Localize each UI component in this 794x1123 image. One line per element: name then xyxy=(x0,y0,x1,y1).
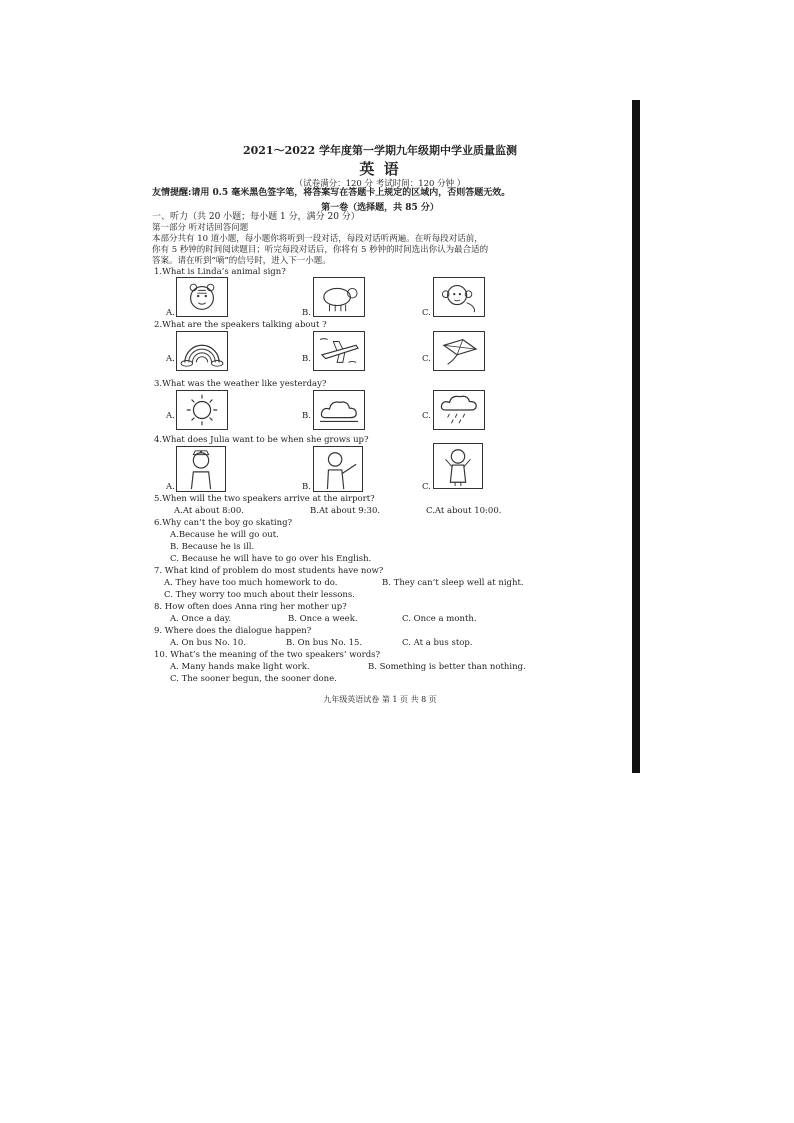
option-c-label: C. xyxy=(422,308,431,318)
exam-subject: 英 语 xyxy=(359,160,401,178)
option-c-label: C. xyxy=(422,411,431,421)
question-3: 3.What was the weather like yesterday? xyxy=(154,379,327,389)
option-b-label: B. xyxy=(302,308,311,318)
page-footer: 九年级英语试卷 第 1 页 共 8 页 xyxy=(323,695,437,704)
q8-option-c: C. Once a month. xyxy=(402,614,477,624)
option-c-label: C. xyxy=(422,354,431,364)
instruction-line: 本部分共有 10 道小题，每小题你将听到一段对话，每段对话听两遍。在听每段对话前， xyxy=(152,234,483,244)
option-a-label: A. xyxy=(166,482,175,492)
q9-option-c: C. At a bus stop. xyxy=(402,638,473,648)
exam-title: 2021～2022 学年度第一学期九年级期中学业质量监测 xyxy=(242,144,518,157)
q8-option-b: B. Once a week. xyxy=(288,614,358,624)
question-4: 4.What does Julia want to be when she grows up? xyxy=(154,435,369,445)
q10-option-a: A. Many hands make light work. xyxy=(170,662,310,672)
q6-option-a: A.Because he will go out. xyxy=(170,530,279,540)
q5-option-b: B.At about 9:30. xyxy=(310,506,381,516)
option-b-label: B. xyxy=(302,354,311,364)
option-b-label: B. xyxy=(302,482,311,492)
option-c-label: C. xyxy=(422,482,431,492)
scan-edge-bar xyxy=(632,100,640,773)
instruction-line: 答案。请在听到“嘀”的信号时，进入下一小题。 xyxy=(152,256,331,266)
nurse-picture xyxy=(176,446,226,492)
tiger-picture xyxy=(176,277,228,317)
q6-option-c: C. Because he will have to go over his English. xyxy=(170,554,372,564)
q7-option-c: C. They worry too much about their lessons. xyxy=(164,590,355,600)
sheep-picture xyxy=(313,277,365,317)
q10-option-c: C. The sooner begun, the sooner done. xyxy=(170,674,337,684)
q10-option-b: B. Something is better than nothing. xyxy=(368,662,526,672)
q6-option-b: B. Because he is ill. xyxy=(170,542,255,552)
teacher-picture xyxy=(313,446,363,492)
part-heading: 第一部分 听对话回答问题 xyxy=(152,223,249,233)
sunny-picture xyxy=(176,390,228,430)
rainbow-picture xyxy=(176,331,228,371)
question-1: 1.What is Linda’s animal sign? xyxy=(154,267,286,277)
plane-picture xyxy=(313,331,365,371)
exam-meta: （试卷满分：120 分 考试时间：120 分钟 ） xyxy=(294,179,466,189)
monkey-picture xyxy=(433,277,485,317)
question-7: 7. What kind of problem do most students have now? xyxy=(154,566,384,576)
instruction-line: 你有 5 秒钟的时间阅读题目；听完每段对话后，你将有 5 秒钟的时间选出你认为最合适的 xyxy=(152,245,489,255)
exam-page xyxy=(130,100,630,740)
rainy-picture xyxy=(433,390,485,430)
q9-option-b: B. On bus No. 15. xyxy=(286,638,363,648)
question-5: 5.When will the two speakers arrive at the airport? xyxy=(154,494,375,504)
question-2: 2.What are the speakers talking about ? xyxy=(154,320,327,330)
option-b-label: B. xyxy=(302,411,311,421)
q7-option-b: B. They can’t sleep well at night. xyxy=(382,578,524,588)
option-a-label: A. xyxy=(166,411,175,421)
option-a-label: A. xyxy=(166,308,175,318)
question-9: 9. Where does the dialogue happen? xyxy=(154,626,312,636)
question-6: 6.Why can’t the boy go skating? xyxy=(154,518,293,528)
kite-picture xyxy=(433,331,485,371)
q8-option-a: A. Once a day. xyxy=(170,614,232,624)
q5-option-a: A.At about 8:00. xyxy=(174,506,244,516)
volume-heading: 第一卷（选择题，共 85 分） xyxy=(321,203,439,213)
q9-option-a: A. On bus No. 10. xyxy=(170,638,246,648)
cloudy-picture xyxy=(313,390,365,430)
section-heading: 一、听力（共 20 小题；每小题 1 分，满分 20 分） xyxy=(152,212,360,222)
question-8: 8. How often does Anna ring her mother up? xyxy=(154,602,347,612)
notice: 友情提醒:请用 0.5 毫米黑色签字笔，将答案写在答题卡上规定的区域内，否则答题无效。 xyxy=(152,188,511,198)
girl-picture xyxy=(433,443,483,489)
question-10: 10. What’s the meaning of the two speakers’ words? xyxy=(154,650,381,660)
q5-option-c: C.At about 10:00. xyxy=(426,506,502,516)
q7-option-a: A. They have too much homework to do. xyxy=(164,578,338,588)
option-a-label: A. xyxy=(166,354,175,364)
